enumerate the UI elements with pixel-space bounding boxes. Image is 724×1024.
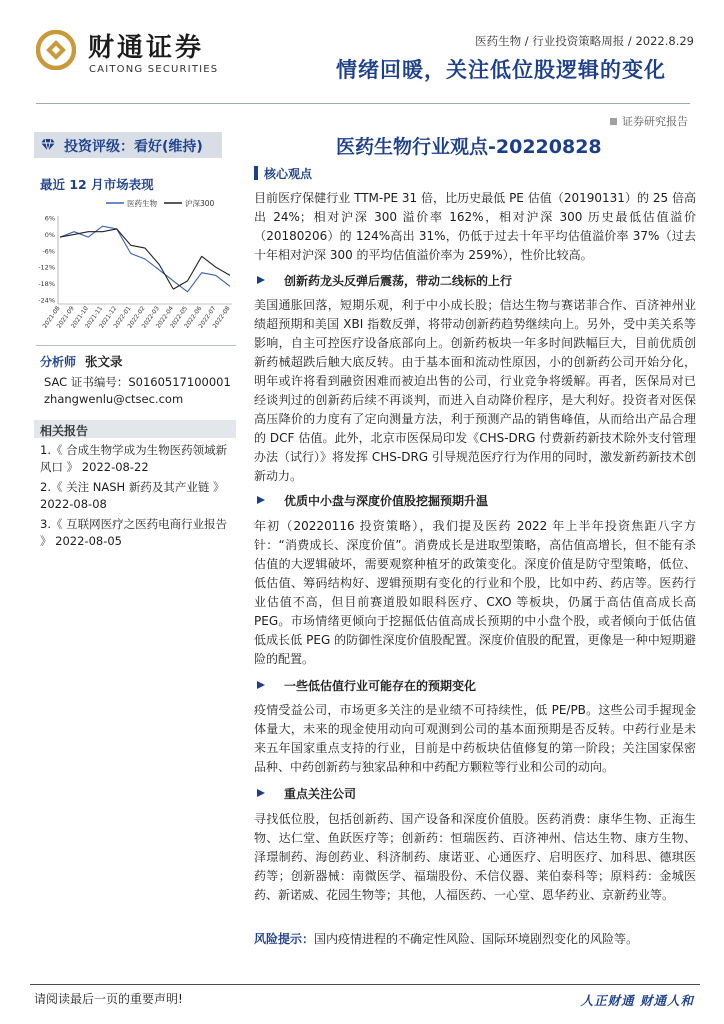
section-body: 寻找低位股，包括创新药、国产设备和深度价值股。医药消费：康华生物、正海生物、达仁堂、鱼跃医疗等；创新药：恒瑞医药、百济神州、信达生物、康方生物、泽璟制药、海创药业、科济制药、康诺亚、心通医疗、启明医疗、加科思、德琪医药等；创新器械：南微医学、福瑞股份、禾信仪器、莱伯泰科等；原料药：金城医药、新诺威、花园生物等；其他，人福医药、一心堂、恩华药业、京新药业等。 [254,812,696,902]
x-tick-label: 2021-11 [84,305,105,330]
x-tick-label: 2022-05 [169,305,190,330]
y-tick-label: -24% [38,296,55,305]
section-body: 疫情受益公司，市场更多关注的是业绩不可持续性，低 PE/PB。这些公司手握现金体量大，未来的现金使用动向可观测到公司的基本面预期是否反转。中药行业是未来五年国家重点支持的行业，目前是中药板块估值修复的第一阶段；关注国家保密品种、中药创新药与独家品种和中药配方颗粒等行业和公司的动向。 [254,703,696,774]
section-body: 美国通胀回落，短期乐观，利于中小成长股；信达生物与赛诺菲合作、百济神州业绩超预期和美国 XBI 指数反弹，将带动创新药趋势继续向上。另外，受中美关系等影响，自主可控医疗设备底部向上。创新药板块一年多时间跌幅巨大，目前优质创新药械超跌后触大底反转。由于基本面和流动性原因，小的创新药公司开始分化，明年或许将看到融资困难而被迫出售的公司，行业竞争将缓解。再者，医保局对已经谈判过的创新药后续不再谈判，而进入自动降价程序，是大利好。投资者对医保高压降价的力度有了定向测量方法，利于预测产品的销售峰值，从而给出产品合理的 DCF 估值。此外，北京市医保局印发《CHS-DRG 付费新药新技术除外支付管理办法（试行）》将发挥 CHS-DRG 引导规范医疗行为作用的同时，激发新药新技术创新动力。 [254,298,696,483]
x-tick-label: 2021-08 [41,305,62,330]
related-report-link[interactable]: 2.《 关注 NASH 新药及其产业链 》 2022-08-08 [40,480,225,511]
legend-label-hs300: 沪深300 [185,199,215,208]
x-tick-label: 2022-02 [126,305,147,330]
risk-text: 国内疫情进程的不确定性风险、国际环境剧烈变化的风险等。 [314,932,639,946]
core-view-heading: 核心观点 [264,167,313,181]
analyst-divider [36,345,236,346]
analyst-name: 张文录 [85,354,123,369]
section-heading: 创新药龙头反弹后震荡，带动二线标的上行 [284,274,513,288]
section-marker [254,166,258,180]
market-performance-chart [36,192,236,338]
section-heading: 一些低估值行业可能存在的预期变化 [284,679,477,693]
square-bullet-icon [610,118,617,125]
section-heading: 优质中小盘与深度价值股挖掘预期升温 [284,494,489,508]
intro-paragraph: 目前医疗保健行业 TTM-PE 31 倍，比历史最低 PE 估值（20190131）的 25 倍高出 24%；相对沪深 300 溢价率 162%，相对沪深 300 历史最低估值溢价（20180206）的 124%高出 31%，仍低于过去十年平均估值溢价率 37%（过去十年相对沪深 300 的平均估值溢价率为 259%），性价比较高。 [254,191,696,262]
related-report-link[interactable]: 1.《 合成生物学成为生物医药领域新风口 》 2022-08-22 [40,443,228,474]
investment-rating: 投资评级：看好(维持) [64,139,203,155]
x-tick-label: 2022-07 [197,305,218,330]
breadcrumb: 医药生物 / 行业投资策略周报 / 2022.8.29 [475,34,694,48]
sac-certificate: SAC 证书编号：S0160517100001 [44,375,231,389]
report-type [610,113,688,129]
brand-slogan: 人正财通 财通人和 [580,993,694,1008]
risk-warning [254,930,696,949]
diamond-icon [40,138,56,152]
risk-label: 风险提示： [254,932,315,946]
report-type-label: 证券研究报告 [622,115,688,128]
y-tick-label: -18% [38,280,55,289]
x-tick-label: 2022-03 [140,305,161,330]
brand-name-cn: 财通证券 [88,33,205,63]
x-tick-label: 2021-10 [69,305,90,330]
y-tick-label: 6% [44,214,55,223]
legend-label-pharma: 医药生物 [127,199,157,208]
y-tick-label: -12% [38,263,55,272]
related-reports-list [40,442,236,553]
x-tick-label: 2022-08 [211,305,232,330]
disclaimer-notice[interactable]: 请阅读最后一页的重要声明! [34,992,183,1006]
header-divider [36,103,690,104]
analyst-label: 分析师 [40,355,77,369]
related-report-link[interactable]: 3.《 互联网医疗之医药电商行业报告 》 2022-08-05 [40,517,228,548]
arrow-bullet-icon [256,788,266,798]
footer-divider [30,984,700,985]
x-tick-label: 2022-01 [112,305,133,330]
x-tick-label: 2022-06 [183,305,204,330]
x-tick-label: 2021-09 [55,305,76,330]
arrow-bullet-icon [256,495,266,505]
y-tick-label: 0% [44,230,55,239]
caitong-logo-icon [36,30,76,70]
x-tick-label: 2022-04 [154,305,175,330]
related-reports-title: 相关报告 [40,424,89,438]
section-body: 年初（20220116 投资策略），我们提及医药 2022 年上半年投资焦距八字方针：“消费成长、深度价值”。消费成长是进取型策略，高估值高增长，但不能有杀估值的大逻辑破坏，需要观察种植牙的政策变化。深度价值是防守型策略，低位、低估值、筹码结构好、逻辑预期有变化的行业和个股，比如中药、药店等。医药行业估值不高，但目前赛道股如眼科医疗、CXO 等板块，仍属于高估值高成长高 PEG。市场情绪更倾向于挖掘低估值高成长预期的中小盘个股，或者倾向于低估值低成长低 PEG 的防御性深度价值股配置。深度价值股的配置，更像是一种中短期避险的配置。 [254,519,696,666]
brand-name-en: CAITONG SECURITIES [89,64,219,75]
analyst-email[interactable]: zhangwenlu@ctsec.com [44,392,184,406]
arrow-bullet-icon [256,275,266,285]
arrow-bullet-icon [256,680,266,690]
section-heading: 重点关注公司 [284,787,357,801]
article-title: 医药生物行业观点-20220828 [336,136,602,158]
y-tick-label: -6% [42,247,55,256]
x-tick-label: 2021-12 [98,305,119,330]
market-chart-title: 最近 12 月市场表现 [40,177,154,192]
report-headline: 情绪回暖，关注低位股逻辑的变化 [336,58,666,82]
